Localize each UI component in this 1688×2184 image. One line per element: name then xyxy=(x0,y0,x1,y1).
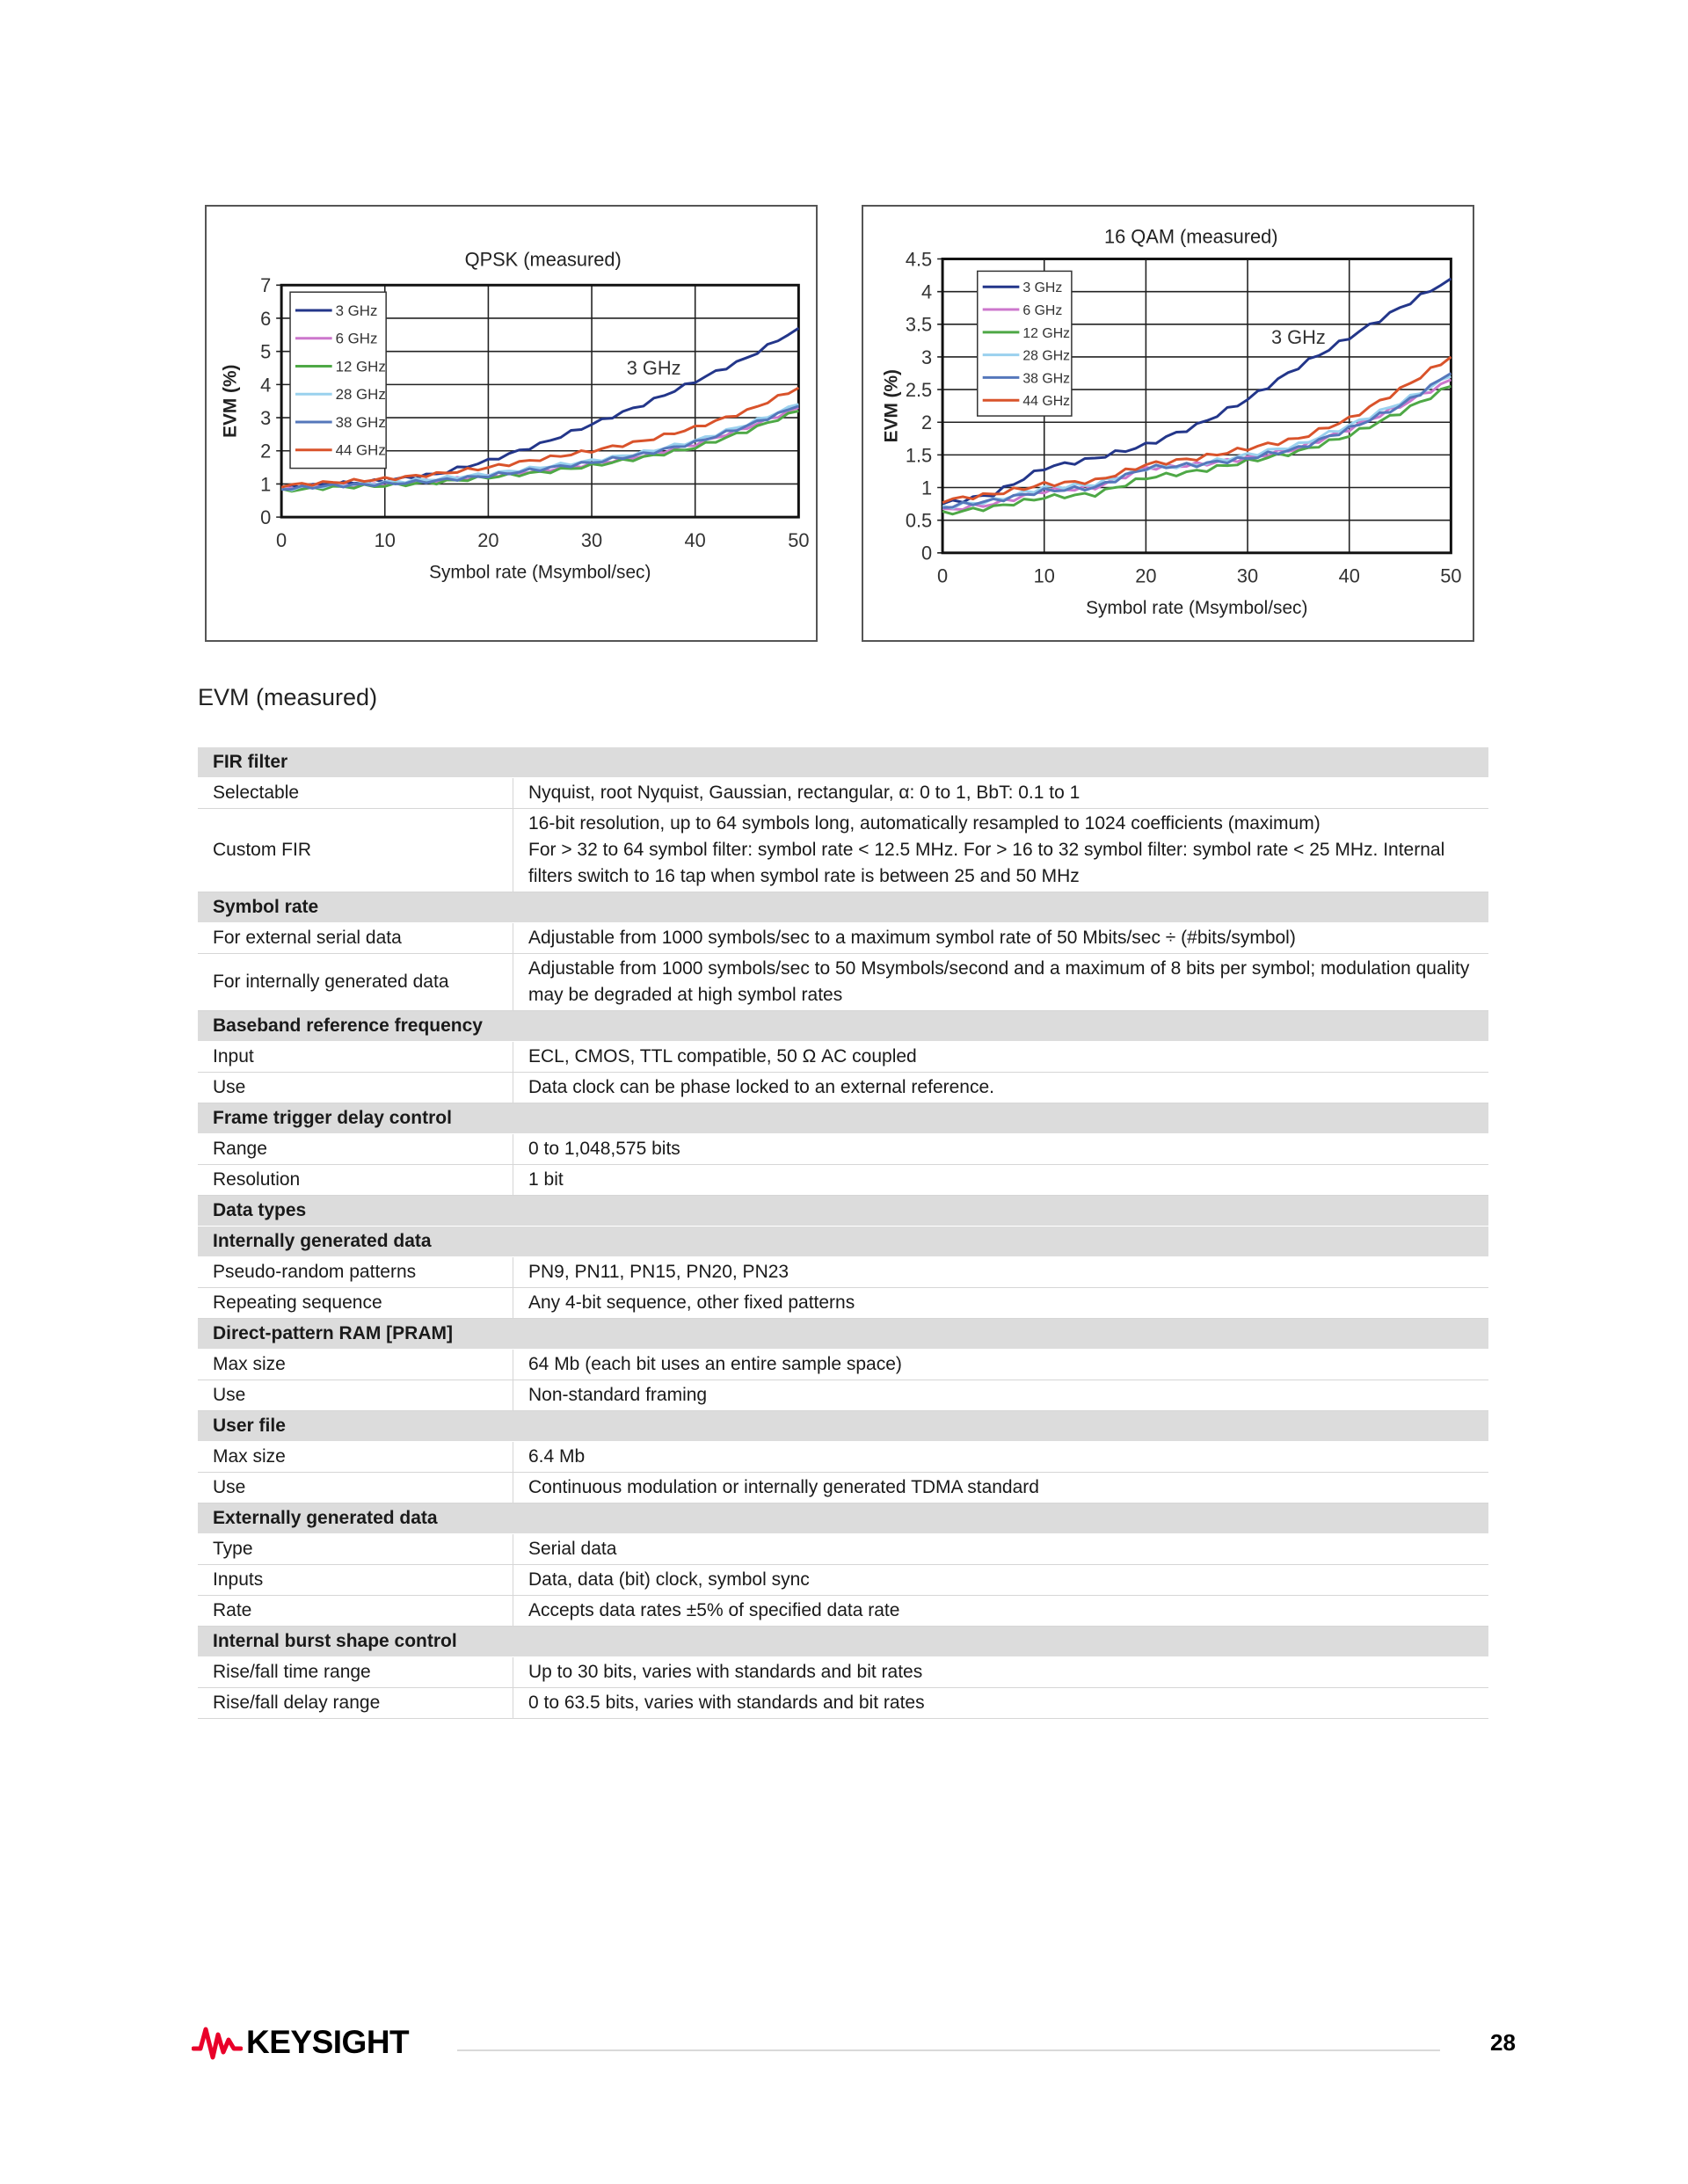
spec-section-header xyxy=(198,747,1488,778)
spec-label: Selectable xyxy=(198,778,513,809)
y-axis-label: EVM (%) xyxy=(881,368,902,443)
spec-value: Nyquist, root Nyquist, Gaussian, rectangular, α: 0 to 1, BbT: 0.1 to 1 xyxy=(513,778,1489,809)
section-title: Symbol rate xyxy=(198,892,1488,923)
spec-section-header xyxy=(198,892,1488,923)
spec-label: Rise/fall delay range xyxy=(198,1688,513,1719)
x-tick-label: 40 xyxy=(684,528,706,551)
spec-label: For external serial data xyxy=(198,923,513,954)
spec-value: Continuous modulation or internally generated TDMA standard xyxy=(513,1473,1489,1503)
spec-row xyxy=(198,1657,1488,1688)
spec-label: Custom FIR xyxy=(198,809,513,892)
16qam-evm-chart xyxy=(862,205,1474,642)
y-tick-label: 2 xyxy=(921,411,933,434)
spec-row xyxy=(198,1442,1488,1473)
spec-value: 16-bit resolution, up to 64 symbols long, automatically resampled to 1024 coefficients (maximum) For > 32 to 64 symbol filter: symbol rate < 12.5 MHz. For > 16 to 32 symbol filter: symbol rate < 25 MHz. Internal filters switch to 16 tap when symbol rate is between 25 and 50 MHz xyxy=(513,809,1489,892)
legend-label: 28 GHz xyxy=(335,386,386,404)
spec-value: 1 bit xyxy=(513,1165,1489,1196)
y-axis-label: EVM (%) xyxy=(220,364,241,438)
qpsk-chart-svg xyxy=(207,207,816,640)
spec-table xyxy=(198,747,1488,1719)
spec-row xyxy=(198,1380,1488,1411)
section-title: Internally generated data xyxy=(198,1227,1488,1257)
spec-value: 0 to 63.5 bits, varies with standards and bit rates xyxy=(513,1688,1489,1719)
spec-row xyxy=(198,1073,1488,1103)
y-tick-label: 0.5 xyxy=(905,509,933,532)
y-tick-label: 6 xyxy=(260,307,272,330)
legend xyxy=(978,271,1072,416)
spec-row xyxy=(198,1165,1488,1196)
y-tick-label: 5 xyxy=(260,340,272,363)
x-tick-label: 20 xyxy=(477,528,499,551)
spec-value: Data clock can be phase locked to an external reference. xyxy=(513,1073,1489,1103)
y-tick-label: 1 xyxy=(260,473,272,496)
spec-value: PN9, PN11, PN15, PN20, PN23 xyxy=(513,1257,1489,1288)
x-axis-label: Symbol rate (Msymbol/sec) xyxy=(1086,598,1308,619)
spec-value: 6.4 Mb xyxy=(513,1442,1489,1473)
spec-row xyxy=(198,1134,1488,1165)
spec-value: Adjustable from 1000 symbols/sec to 50 Msymbols/second and a maximum of 8 bits per symbol; modulation quality may be degraded at high symbol rates xyxy=(513,954,1489,1011)
spec-section-header xyxy=(198,1227,1488,1257)
spec-label: Pseudo-random patterns xyxy=(198,1257,513,1288)
y-tick-label: 3 xyxy=(260,406,272,429)
spec-label: Max size xyxy=(198,1442,513,1473)
chart-title: 16 QAM (measured) xyxy=(1103,225,1278,248)
spec-section-header xyxy=(198,1103,1488,1134)
chart-title: QPSK (measured) xyxy=(464,248,622,271)
spec-value: Adjustable from 1000 symbols/sec to a maximum symbol rate of 50 Mbits/sec ÷ (#bits/symbol) xyxy=(513,923,1489,954)
y-tick-label: 3.5 xyxy=(905,313,933,336)
y-tick-label: 7 xyxy=(260,274,272,297)
spec-section-header xyxy=(198,1319,1488,1350)
figure-caption: EVM (measured) xyxy=(198,684,378,710)
spec-label: Range xyxy=(198,1134,513,1165)
x-tick-label: 0 xyxy=(937,564,949,587)
legend-label: 6 GHz xyxy=(1022,303,1063,319)
spec-value: ECL, CMOS, TTL compatible, 50 Ω AC coupled xyxy=(513,1042,1489,1073)
spec-row xyxy=(198,778,1488,809)
legend-label: 3 GHz xyxy=(335,302,378,319)
spec-label: Rise/fall time range xyxy=(198,1657,513,1688)
y-tick-label: 3 xyxy=(921,346,933,368)
section-title: Data types xyxy=(198,1196,1488,1227)
x-tick-label: 20 xyxy=(1135,564,1157,587)
spec-label: Type xyxy=(198,1534,513,1565)
spec-label: Repeating sequence xyxy=(198,1288,513,1319)
spec-row xyxy=(198,923,1488,954)
y-tick-label: 0 xyxy=(260,506,272,529)
x-tick-label: 40 xyxy=(1338,564,1360,587)
spec-value: 64 Mb (each bit uses an entire sample space) xyxy=(513,1350,1489,1380)
section-title: Externally generated data xyxy=(198,1503,1488,1534)
x-tick-label: 30 xyxy=(580,528,603,551)
x-tick-label: 30 xyxy=(1236,564,1259,587)
spec-label: Resolution xyxy=(198,1165,513,1196)
16qam-chart-svg xyxy=(863,207,1473,640)
x-axis-label: Symbol rate (Msymbol/sec) xyxy=(429,562,651,583)
y-tick-label: 4.5 xyxy=(905,248,933,271)
legend-label: 44 GHz xyxy=(1022,394,1071,410)
qpsk-evm-chart xyxy=(205,205,818,642)
keysight-wave-icon xyxy=(192,2022,243,2063)
spec-label: Use xyxy=(198,1073,513,1103)
section-title: Internal burst shape control xyxy=(198,1627,1488,1657)
legend-label: 6 GHz xyxy=(335,330,378,347)
legend-label: 3 GHz xyxy=(1022,280,1063,296)
spec-row xyxy=(198,1688,1488,1719)
spec-label: Max size xyxy=(198,1350,513,1380)
spec-value: 0 to 1,048,575 bits xyxy=(513,1134,1489,1165)
spec-row xyxy=(198,809,1488,892)
annotation-label: 3 GHz xyxy=(1270,326,1326,349)
spec-label: Rate xyxy=(198,1596,513,1627)
section-title: Baseband reference frequency xyxy=(198,1011,1488,1042)
brand-name: KEYSIGHT xyxy=(246,2024,410,2060)
x-tick-label: 0 xyxy=(276,528,287,551)
spec-value: Up to 30 bits, varies with standards and bit rates xyxy=(513,1657,1489,1688)
y-tick-label: 0 xyxy=(921,542,933,564)
spec-label: For internally generated data xyxy=(198,954,513,1011)
legend-label: 38 GHz xyxy=(335,413,386,431)
section-title: User file xyxy=(198,1411,1488,1442)
spec-value: Any 4-bit sequence, other fixed patterns xyxy=(513,1288,1489,1319)
section-title: Frame trigger delay control xyxy=(198,1103,1488,1134)
spec-section-header xyxy=(198,1411,1488,1442)
legend xyxy=(290,292,386,468)
spec-value: Accepts data rates ±5% of specified data rate xyxy=(513,1596,1489,1627)
spec-row xyxy=(198,1473,1488,1503)
y-tick-label: 4 xyxy=(921,280,933,303)
spec-row xyxy=(198,1565,1488,1596)
legend-label: 38 GHz xyxy=(1022,371,1071,387)
spec-row xyxy=(198,954,1488,1011)
y-tick-label: 2.5 xyxy=(905,379,933,402)
spec-label: Inputs xyxy=(198,1565,513,1596)
spec-section-header xyxy=(198,1011,1488,1042)
x-tick-label: 50 xyxy=(1440,564,1462,587)
footer-divider xyxy=(457,2049,1440,2051)
y-tick-label: 1 xyxy=(921,477,933,499)
spec-value: Serial data xyxy=(513,1534,1489,1565)
y-tick-label: 4 xyxy=(260,374,272,397)
spec-value: Non-standard framing xyxy=(513,1380,1489,1411)
spec-section-header xyxy=(198,1503,1488,1534)
spec-row xyxy=(198,1350,1488,1380)
spec-value: Data, data (bit) clock, symbol sync xyxy=(513,1565,1489,1596)
legend-label: 12 GHz xyxy=(335,358,386,375)
spec-row xyxy=(198,1596,1488,1627)
page-number: 28 xyxy=(1490,2029,1516,2056)
spec-row xyxy=(198,1257,1488,1288)
legend-label: 28 GHz xyxy=(1022,348,1071,364)
spec-label: Use xyxy=(198,1473,513,1503)
spec-label: Use xyxy=(198,1380,513,1411)
y-tick-label: 2 xyxy=(260,440,272,462)
spec-section-header xyxy=(198,1627,1488,1657)
section-title: Direct-pattern RAM [PRAM] xyxy=(198,1319,1488,1350)
x-tick-label: 50 xyxy=(788,528,810,551)
legend-label: 44 GHz xyxy=(335,441,386,459)
spec-section-header xyxy=(198,1196,1488,1227)
legend-label: 12 GHz xyxy=(1022,325,1071,341)
keysight-logo xyxy=(192,2022,409,2063)
x-tick-label: 10 xyxy=(374,528,396,551)
spec-row xyxy=(198,1534,1488,1565)
section-title: FIR filter xyxy=(198,747,1488,778)
spec-label: Input xyxy=(198,1042,513,1073)
spec-row xyxy=(198,1288,1488,1319)
spec-row xyxy=(198,1042,1488,1073)
annotation-label: 3 GHz xyxy=(626,357,681,380)
x-tick-label: 10 xyxy=(1033,564,1055,587)
y-tick-label: 1.5 xyxy=(905,444,933,467)
